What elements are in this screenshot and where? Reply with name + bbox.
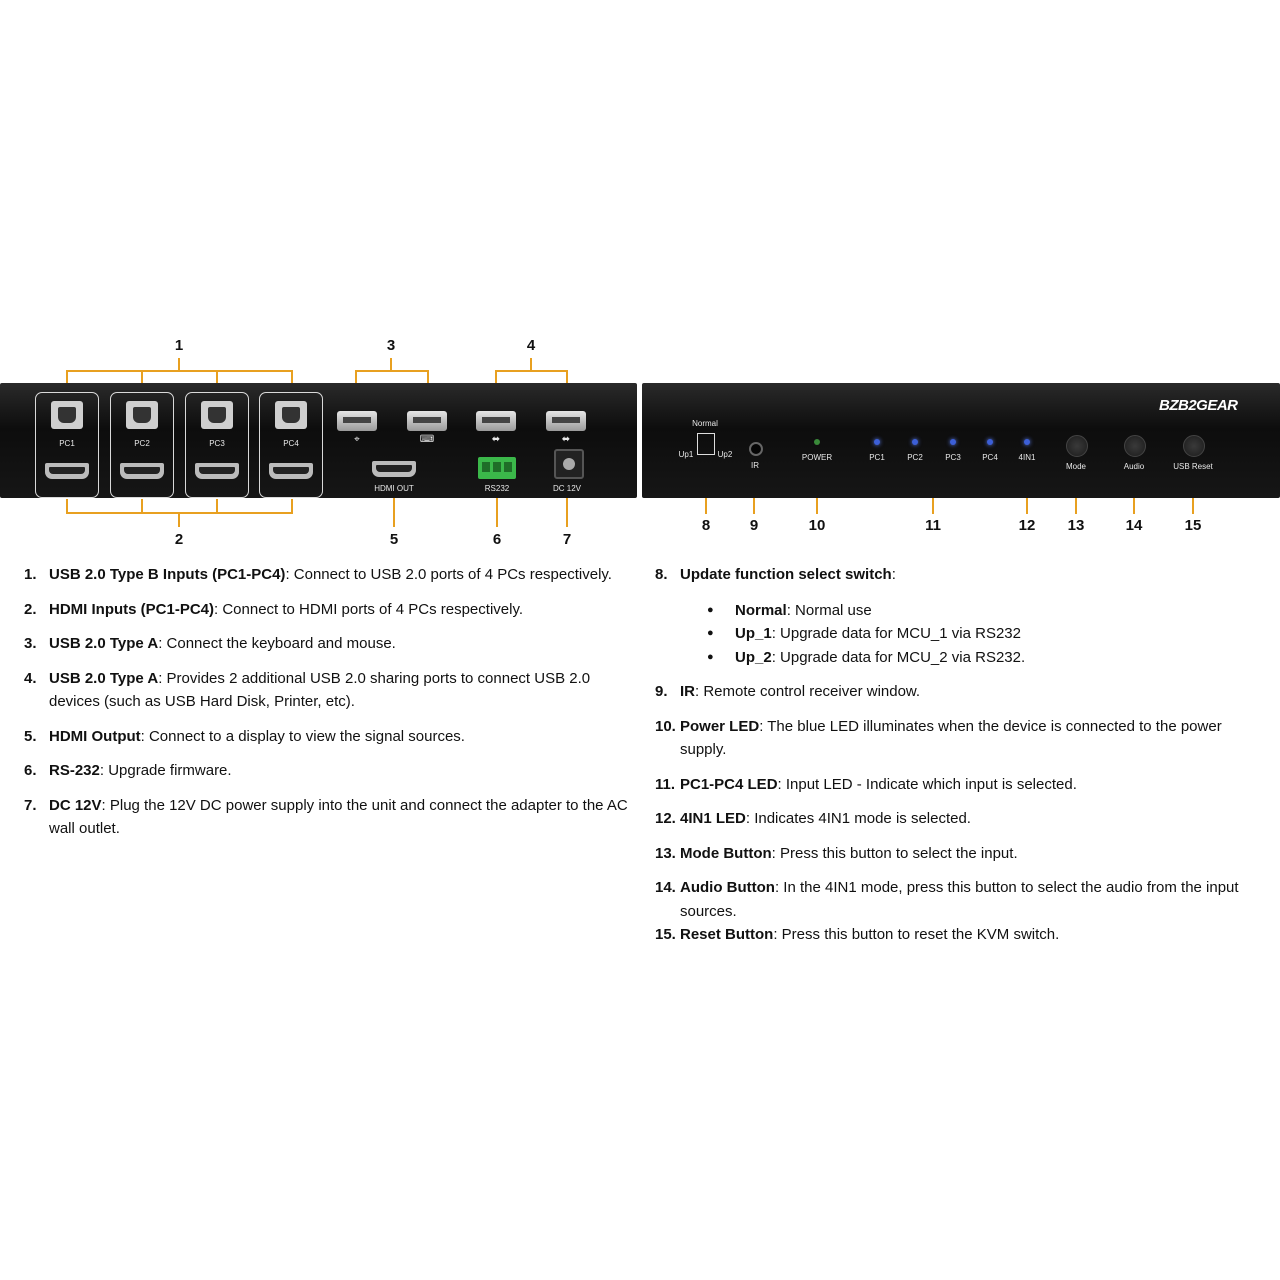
pc-port-group <box>185 392 249 498</box>
list-item: 5. HDMI Output: Connect to a display to view the signal sources. <box>24 727 465 745</box>
dc-jack <box>554 449 584 479</box>
hdmi-out-port <box>372 461 416 477</box>
callout-number: 4 <box>526 337 536 354</box>
callout-number: 2 <box>174 531 184 548</box>
audio-button[interactable] <box>1124 435 1146 457</box>
keyboard-icon: ⌨ <box>419 434 435 445</box>
button-label: Mode <box>1065 462 1087 471</box>
port-label: PC4 <box>283 439 299 448</box>
usb-reset-button[interactable] <box>1183 435 1205 457</box>
callout-number: 3 <box>386 337 396 354</box>
led-label: PC2 <box>907 453 923 462</box>
callout-number: 11 <box>925 517 941 534</box>
callout-number: 12 <box>1018 517 1036 534</box>
callout-number: 1 <box>174 337 184 354</box>
usb-b-port <box>201 401 233 429</box>
list-item: 3. USB 2.0 Type A: Connect the keyboard and mouse. <box>24 635 396 652</box>
list-item: 14. Audio Button: In the 4IN1 mode, press this button to select the audio from the input sources. <box>655 879 1239 920</box>
rs232-terminal <box>478 457 516 479</box>
list-item: 6. RS-232: Upgrade firmware. <box>24 762 232 779</box>
callout-bracket-2 <box>67 499 292 527</box>
bullet-item: ● Normal: Normal use <box>707 599 1270 623</box>
callout-number: 8 <box>701 517 711 534</box>
led-label: PC1 <box>869 453 885 462</box>
port-label: PC2 <box>134 439 150 448</box>
button-label: USB Reset <box>1173 462 1213 471</box>
port-label: PC3 <box>209 439 225 448</box>
list-item: 15. Reset Button: Press this button to reset the KVM switch. <box>655 926 1060 943</box>
list-item: 7. DC 12V: Plug the 12V DC power supply into the unit and connect the adapter to the AC wall outlet. <box>24 796 628 837</box>
switch-label-normal: Normal <box>692 419 718 428</box>
list-item: 9. IR: Remote control receiver window. <box>655 683 921 700</box>
callout-number: 13 <box>1067 517 1085 534</box>
port-label: PC1 <box>59 439 75 448</box>
front-panel <box>642 383 1280 498</box>
hdmi-in-port <box>195 463 239 479</box>
callout-number: 5 <box>389 531 399 548</box>
pc-port-group <box>259 392 323 498</box>
dc-label: DC 12V <box>552 484 582 493</box>
pc-port-group <box>35 392 99 498</box>
pc4-led <box>987 439 993 445</box>
pc-port-group <box>110 392 174 498</box>
callout-number: 6 <box>492 531 502 548</box>
led-label: 4IN1 <box>1018 453 1036 462</box>
usb-a-share-port <box>546 411 586 431</box>
usb-icon: ⬌ <box>561 434 571 445</box>
callout-number: 10 <box>808 517 826 534</box>
4in1-led <box>1024 439 1030 445</box>
callout-number: 14 <box>1125 517 1143 534</box>
pc3-led <box>950 439 956 445</box>
ir-label: IR <box>751 461 759 470</box>
switch-label-up1: Up1 <box>678 450 694 459</box>
switch-label-up2: Up2 <box>717 450 733 459</box>
power-label: POWER <box>801 453 833 462</box>
led-label: PC4 <box>982 453 998 462</box>
pc1-led <box>874 439 880 445</box>
list-item: 8. Update function select switch: <box>655 566 896 583</box>
list-item: 13. Mode Button: Press this button to select the input. <box>655 844 1018 862</box>
list-item: 4. USB 2.0 Type A: Provides 2 additional USB 2.0 sharing ports to connect USB 2.0 devices (such as USB Hard Disk, Printer, etc). <box>24 669 591 710</box>
callout-number: 7 <box>562 531 572 548</box>
led-label: PC3 <box>945 453 961 462</box>
usb-icon: ⬌ <box>491 434 501 445</box>
hdmi-in-port <box>269 463 313 479</box>
callout-number: 9 <box>749 517 759 534</box>
list-item: 1. USB 2.0 Type B Inputs (PC1-PC4): Connect to USB 2.0 ports of 4 PCs respectively. <box>24 566 612 583</box>
list-item: 12. 4IN1 LED: Indicates 4IN1 mode is selected. <box>655 810 971 827</box>
power-led <box>814 439 820 445</box>
list-item: 2. HDMI Inputs (PC1-PC4): Connect to HDMI ports of 4 PCs respectively. <box>24 600 524 618</box>
hdmi-out-label: HDMI OUT <box>374 484 414 493</box>
usb-a-keyboard-port <box>407 411 447 431</box>
usb-a-mouse-port <box>337 411 377 431</box>
usb-b-port <box>275 401 307 429</box>
usb-b-port <box>126 401 158 429</box>
hdmi-in-port <box>120 463 164 479</box>
list-item: 11. PC1-PC4 LED: Input LED - Indicate which input is selected. <box>655 775 1077 793</box>
rs232-label: RS232 <box>484 484 510 493</box>
list-item: 10. Power LED: The blue LED illuminates when the device is connected to the power supply. <box>655 717 1222 758</box>
callout-number: 15 <box>1184 517 1202 534</box>
button-label: Audio <box>1123 462 1145 471</box>
bullet-item: ● Up_1: Upgrade data for MCU_1 via RS232 <box>707 622 1270 646</box>
switch-bullet-list <box>707 599 1270 670</box>
callout-bracket-1 <box>67 358 292 385</box>
update-switch[interactable] <box>697 433 715 455</box>
ir-window <box>749 442 763 456</box>
brand-logo: BZB2GEAR <box>1159 397 1238 414</box>
left-description-list <box>24 563 634 841</box>
mouse-icon: ⌖ <box>354 434 360 445</box>
right-description-list <box>655 563 1270 947</box>
pc2-led <box>912 439 918 445</box>
usb-a-share-port <box>476 411 516 431</box>
mode-button[interactable] <box>1066 435 1088 457</box>
bullet-item: ● Up_2: Upgrade data for MCU_2 via RS232. <box>707 646 1270 670</box>
rear-panel <box>0 383 637 498</box>
hdmi-in-port <box>45 463 89 479</box>
usb-b-port <box>51 401 83 429</box>
